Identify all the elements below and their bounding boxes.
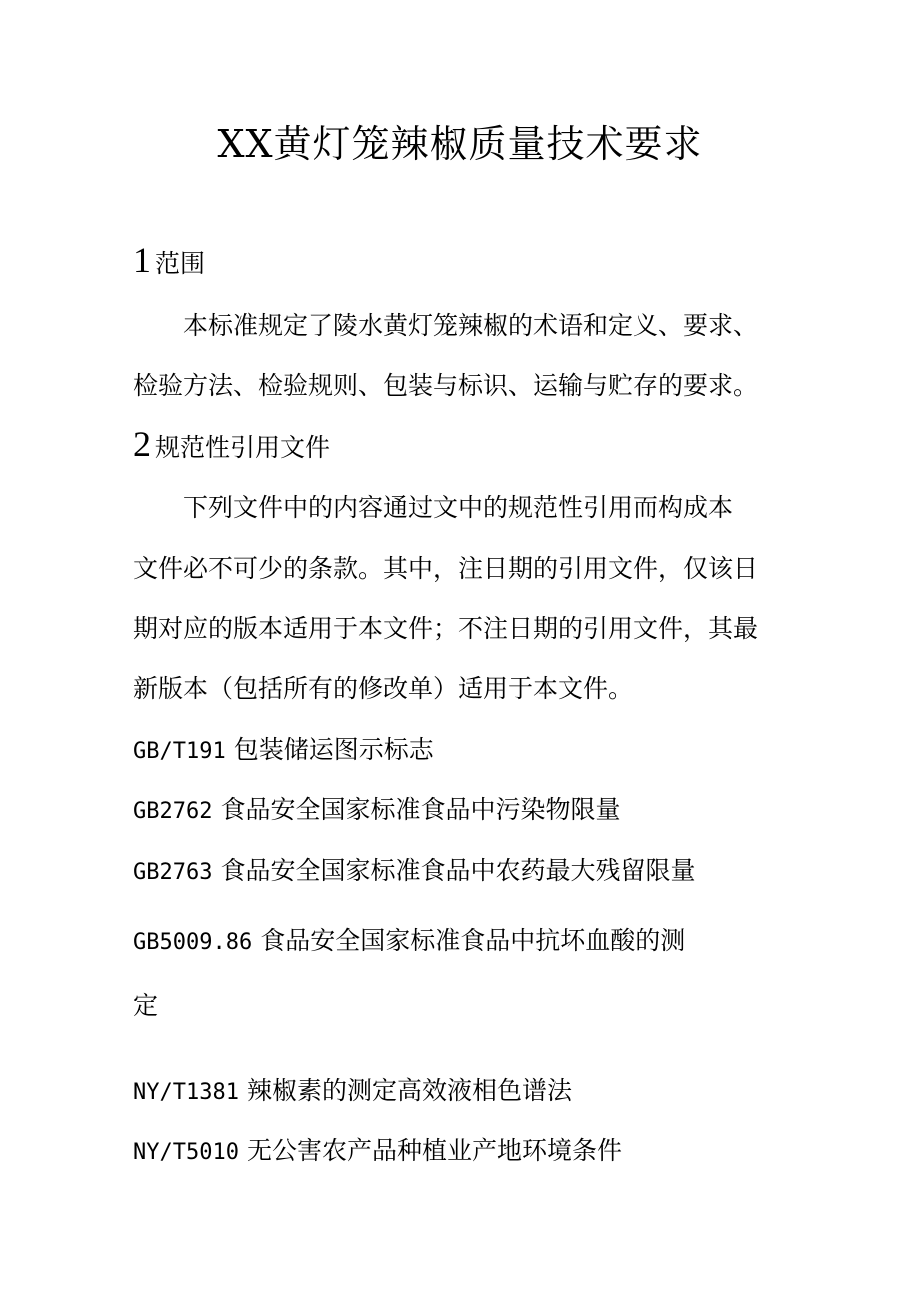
reference-item: [133, 730, 434, 772]
section-2-paragraph-line: 新版本（包括所有的修改单）适用于本文件。: [133, 674, 634, 703]
reference-title: 食品安全国家标准食品中污染物限量: [220, 795, 621, 824]
section-1-paragraph-line: 本标准规定了陵水黄灯笼辣椒的术语和定义、要求、: [183, 311, 759, 340]
section-1-heading: [133, 240, 205, 284]
reference-item: [133, 921, 685, 963]
section-2-number: 2: [133, 424, 151, 464]
section-2-paragraph-line: 下列文件中的内容通过文中的规范性引用而构成本: [183, 493, 734, 522]
reference-title: 无公害农产品种植业产地环境条件: [246, 1136, 622, 1165]
reference-title: 包装储运图示标志: [233, 735, 434, 764]
section-1-title: 范围: [155, 249, 206, 278]
reference-code: NY/T1381: [133, 1080, 239, 1105]
reference-code: NY/T5010: [133, 1140, 239, 1165]
reference-title: 定: [133, 991, 159, 1020]
reference-code: GB5009.86: [133, 930, 253, 955]
reference-item: [133, 851, 696, 893]
section-1-paragraph-line: 检验方法、检验规则、包装与标识、运输与贮存的要求。: [133, 371, 759, 400]
section-2-paragraph-line: 期对应的版本适用于本文件；不注日期的引用文件，其最: [133, 614, 759, 643]
section-2-paragraph-line: 文件必不可少的条款。其中，注日期的引用文件，仅该日: [133, 554, 759, 583]
reference-item: [133, 1071, 572, 1113]
section-1-number: 1: [133, 240, 151, 280]
reference-title: 辣椒素的测定高效液相色谱法: [246, 1076, 572, 1105]
reference-code: GB2763: [133, 860, 213, 885]
reference-code: GB/T191: [133, 739, 226, 764]
reference-item-continuation: [133, 986, 158, 1026]
reference-code: GB2762: [133, 799, 213, 824]
reference-item: [133, 1131, 622, 1173]
reference-item: [133, 790, 621, 832]
reference-title: 食品安全国家标准食品中抗坏血酸的测: [260, 926, 686, 955]
section-2-heading: [133, 424, 330, 468]
document-title: XX黄灯笼辣椒质量技术要求: [217, 122, 703, 166]
reference-title: 食品安全国家标准食品中农药最大残留限量: [220, 856, 696, 885]
section-2-title: 规范性引用文件: [155, 433, 331, 462]
